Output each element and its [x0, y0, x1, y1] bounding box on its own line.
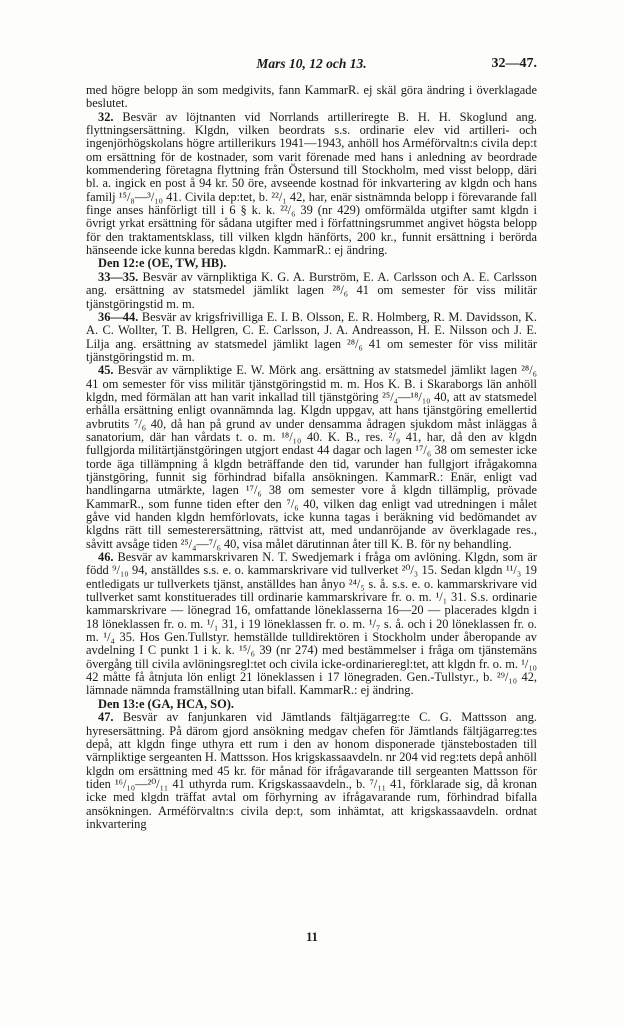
paragraph-text: Besvär av värnpliktige E. W. Mörk ang. ersättning av statsmedel jämlikt lagen ²⁸/₆ 41 om semester för viss militär tjänstgöringstid m. m. Hos K. B. i Skaraborgs län anhöll klgdn, med förmälan att han varit inkallad till tjänstgöring ²⁵/₄—¹⁸/₁₀ 40, att av statsmedel erhålla ersättning enligt ovannämnda lag. Klgdn uppgav, att hans tjänstgöring emellertid avbrutits ⁷/₆ 40, då han på grund av under densamma ådragen sjukdom måst inläggas å sanatorium, där han vårdats t. o. m. ¹⁸/₁₀ 40. K. B., res. ²/₉ 41, har, då den av klgdn fullgjorda militärtjänstgöringen utgjort endast 44 dagar och lagen ¹⁷/₆ 38 om semester icke torde äga tillämpning å klgdn beträffande den tid, varunder han fullgjort ifrågakomna tjänstgöring, funnit sig förhindrad bifalla ansökningen. KammarR.: Enär, enligt vad handlingarna utmärkte, lagen ¹⁷/₆ 38 om semester vore å klgdn tillämplig, prövade KammarR., som funne tiden efter den ⁷/₆ 40, vilken dag enligt vad utredningen i målet gåve vid handen klgdn hemförlovats, icke kunna tagas i beräkning vid bedömandet av klgdns rätt till semesterersättning, rättvist att, med undanröjande av överklagade res., såvitt avsåge tiden ²⁵/₄—⁷/₆ 40, visa målet därutinnan åter till K. B. för ny behandling. [86, 363, 537, 551]
case-number: 47. [98, 710, 114, 725]
page-number: 11 [306, 930, 318, 944]
section-heading-13 [86, 698, 537, 711]
paragraph-text: Besvär av kammarskrivaren N. T. Swedjemark i fråga om avlöning. Klgdn, som är född ⁹/₁₀ 94, anställdes s.s. e. o. kammarskrivare vid tullverket ²⁰/₃ 15. Sedan klgdn ¹¹/₃ 19 entledigats ur tullverkets tjänst, anställdes han ånyo ²⁴/₅ s. å. s.s. e. o. kammarskrivare vid tullverket samt konstituerades till ordinarie kammarskrivare fr. o. m. ¹/₁ 31. S.s. ordinarie kammarskrivare — lönegrad 16, omfattande löneklasserna 16—20 — placerades klgdn i 18 löneklassen fr. o. m. ¹/₁ 31, i 19 löneklassen fr. o. m. ¹/₇ s. å. och i 20 löneklassen fr. o. m. ¹/₄ 35. Hos Gen.Tullstyr. hemställde tulldirektören i Stockholm under åberopande av avdelning I C punkt 1 i k. k. ¹⁵/₆ 39 (nr 274) med bestämmelser i fråga om tjänstemäns övergång till civila avlöningsregl:tet och civila icke-ordinarieregl:tet, att klgdn fr. o. m. ¹/₁₀ 42 måtte få åtnjuta lön enligt 21 löneklassen i 17 lönegraden. Gen.-Tullstyr., b. ²⁹/₁₀ 42, lämnade nämnda framställning utan bifall. KammarR.: ej ändring. [86, 550, 537, 698]
paragraph-text: Besvär av löjtnanten vid Norrlands artilleriregte B. H. H. Skoglund ang. flyttningsersättning. Klgdn, vilken beordrats s.s. ordinarie elev vid artilleri- och ingenjörhögskolans högre artillerikurs 1941—1943, anhöll hos Arméförvaltn:s civila dep:t om ersättning för de kostnader, som varit förenade med hans i anledning av beordrade kommendering företagna flyttning från Östersund till Stockholm, med visst belopp, däri bl. a. ingick en post å 94 kr. 50 öre, avseende kostnad för inkvartering av klgdn och hans familj ¹⁵/₈—³/₁₀ 41. Civila dep:tet, b. ²²/₁ 42, har, enär sistnämnda belopp i förevarande fall finge anses hänförligt till i 6 § k. k. ²²/₆ 39 (nr 429) omförmälda utgifter samt klgdn i övrigt yrkat ersättning för sådana utgifter med i författningsrummet angivet högsta belopp för den traktamentsklass, till vilken klgdn hänförts, 200 kr., funnit ersättning i berörda hänseende icke kunna beredas klgdn. KammarR.: ej ändring. [86, 109, 537, 258]
paragraph-text: Besvär av fanjunkaren vid Jämtlands fältjägarreg:te C. G. Mattsson ang. hyresersättning. På därom gjord ansökning medgav chefen för Jämtlands fältjägarreg:tes depå, att klgdn finge uthyra ett rum i den av honom disponerade tjänstebostaden till värnpliktige sergeanten H. Mattsson. Hos krigskassaavdeln. nr 204 vid reg:tets depå anhöll klgdn om ersättning med 45 kr. för månad för ifrågavarande till sergeanten Mattsson för tiden ¹⁶/₁₀—²⁰/₁₁ 41 uthyrda rum. Krigskassaavdeln., b. ⁷/₁₁ 41, förklarade sig, då kronan icke med klgdn träffat avtal om förhyrning av ifrågavarande rum, förhindrad bifalla ansökningen. Arméförvaltn:s civila dep:t, som inhämtat, att krigskassaavdeln. ordnat inkvartering [86, 710, 537, 831]
paragraph-text: med högre belopp än som medgivits, fann KammarR. ej skäl göra ändring i överklagade beslutet. [86, 83, 537, 111]
case-number: 46. [98, 550, 114, 565]
section-heading: Den 13:e (GA, HCA, SO). [98, 696, 234, 711]
case-33-35 [86, 271, 537, 311]
header-date: Mars 10, 12 och 13. [256, 56, 367, 71]
case-36-44 [86, 311, 537, 364]
header-case-range: 32—47. [491, 56, 537, 71]
case-46 [86, 551, 537, 698]
case-47 [86, 711, 537, 831]
section-heading: Den 12:e (OE, TW, HB). [98, 256, 227, 271]
paragraph-text: Besvär av krigsfrivilliga E. I. B. Olsson, E. R. Holmberg, R. M. Davidsson, K. A. C. Wollter, T. B. Hellgren, C. E. Carlsson, J. A. Andreasson, H. E. Nilsson och J. E. Lilja ang. ersättning av statsmedel jämlikt lagen ²⁸/₆ 41 om semester för viss militär tjänstgöringstid m. m. [86, 309, 537, 364]
case-number: 33—35. [98, 269, 139, 284]
paragraph-text: Besvär av värnpliktiga K. G. A. Burström, E. A. Carlsson och A. E. Carlsson ang. ersättning av statsmedel jämlikt lagen ²⁸/₆ 41 om semester för viss militär tjänstgöringstid m. m. [86, 269, 537, 311]
case-32 [86, 111, 537, 258]
section-heading-12 [86, 257, 537, 270]
running-header [86, 56, 537, 78]
case-number: 36—44. [98, 309, 139, 324]
case-number: 32. [98, 109, 114, 124]
case-number: 45. [98, 363, 114, 378]
paragraph-continuation [86, 84, 537, 111]
case-45 [86, 364, 537, 551]
document-body [86, 84, 537, 831]
